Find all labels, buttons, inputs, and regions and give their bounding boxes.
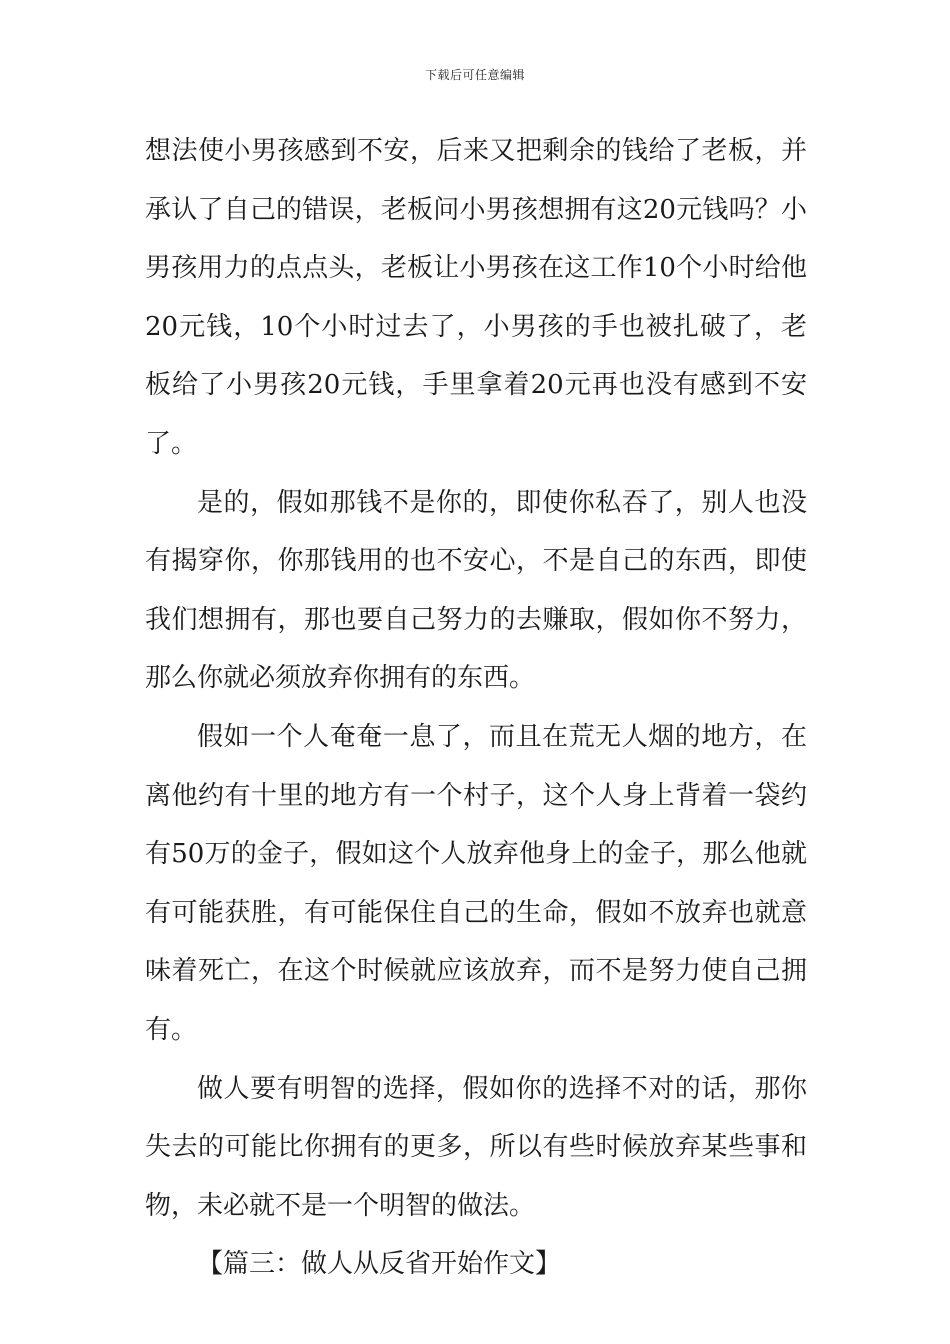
paragraph-4: 做人要有明智的选择，假如你的选择不对的话，那你失去的可能比你拥有的更多，所以有些时候放弃某些事和物，未必就不是一个明智的做法。 bbox=[145, 1073, 807, 1221]
document-body bbox=[145, 122, 807, 1294]
paragraph-1: 想法使小男孩感到不安，后来又把剩余的钱给了老板，并承认了自己的错误，老板问小男孩想拥有这20元钱吗？小男孩用力的点点头，老板让小男孩在这工作10个小时给他20元钱，10个小时过去了，小男孩的手也被扎破了，老板给了小男孩20元钱，手里拿着20元再也没有感到不安了。 bbox=[145, 136, 807, 459]
paragraph-3: 假如一个人奄奄一息了，而且在荒无人烟的地方，在离他约有十里的地方有一个村子，这个人身上背着一袋约有50万的金子，假如这个人放弃他身上的金子，那么他就有可能获胜，有可能保住自己的生命，假如不放弃也就意味着死亡，在这个时候就应该放弃，而不是努力使自己拥有。 bbox=[145, 721, 807, 1045]
section-heading: 【篇三：做人从反省开始作文】 bbox=[197, 1249, 562, 1280]
page-header: 下载后可任意编辑 bbox=[424, 68, 525, 82]
paragraph-2: 是的，假如那钱不是你的，即使你私吞了，别人也没有揭穿你，你那钱用的也不安心，不是自己的东西，即使我们想拥有，那也要自己努力的去赚取，假如你不努力，那么你就必须放弃你拥有的东西。 bbox=[145, 487, 807, 694]
